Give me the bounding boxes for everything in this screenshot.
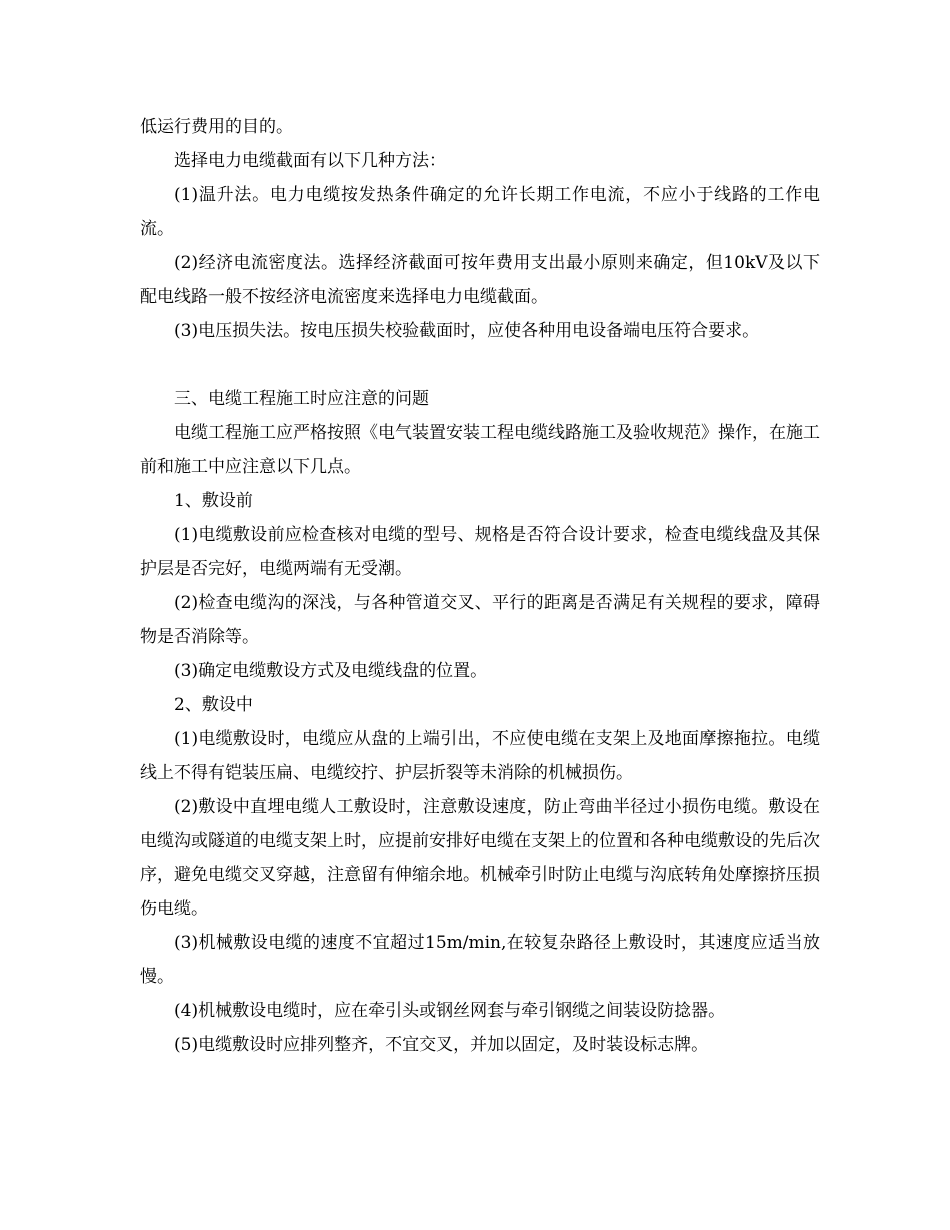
paragraph-method-temperature: (1)温升法。电力电缆按发热条件确定的允许长期工作电流，不应小于线路的工作电流。 xyxy=(140,185,820,239)
paragraph-before-3: (3)确定电缆敷设方式及电缆线盘的位置。 xyxy=(174,661,488,681)
paragraph-construction-intro: 电缆工程施工应严格按照《电气装置安装工程电缆线路施工及验收规范》操作，在施工前和施工中应注意以下几点。 xyxy=(140,423,820,477)
paragraph-during-2: (2)敷设中直埋电缆人工敷设时，注意敷设速度，防止弯曲半径过小损伤电缆。敷设在电缆沟或隧道的电缆支架上时，应提前安排好电缆在支架上的位置和各种电缆敷设的先后次序，避免电缆交叉穿越，注意留有伸缩余地。机械牵引时防止电缆与沟底转角处摩擦挤压损伤电缆。 xyxy=(140,797,820,919)
section-spacer xyxy=(140,348,820,382)
section-heading: 三、电缆工程施工时应注意的问题 xyxy=(174,389,429,409)
paragraph-continuation: 低运行费用的目的。 xyxy=(140,117,293,137)
paragraph-method-economic-density: (2)经济电流密度法。选择经济截面可按年费用支出最小原则来确定，但10kV及以下配电线路一般不按经济电流密度来选择电力电缆截面。 xyxy=(140,253,820,307)
paragraph-method-voltage-loss: (3)电压损失法。按电压损失校验截面时，应使各种用电设备端电压符合要求。 xyxy=(174,321,760,341)
paragraph-during-5: (5)电缆敷设时应排列整齐，不宜交叉，并加以固定，及时装设标志牌。 xyxy=(174,1035,709,1055)
paragraph-during-3: (3)机械敷设电缆的速度不宜超过15m/min,在较复杂路径上敷设时，其速度应适当放慢。 xyxy=(140,933,820,987)
document-body xyxy=(140,110,820,1062)
subheading-during-laying: 2、敷设中 xyxy=(174,695,253,715)
subheading-before-laying: 1、敷设前 xyxy=(174,491,253,511)
paragraph-during-4: (4)机械敷设电缆时，应在牵引头或钢丝网套与牵引钢缆之间装设防捻器。 xyxy=(174,1001,726,1021)
paragraph-methods-intro: 选择电力电缆截面有以下几种方法： xyxy=(174,151,446,171)
paragraph-before-1: (1)电缆敷设前应检查核对电缆的型号、规格是否符合设计要求，检查电缆线盘及其保护层是否完好，电缆两端有无受潮。 xyxy=(140,525,820,579)
paragraph-during-1: (1)电缆敷设时，电缆应从盘的上端引出，不应使电缆在支架上及地面摩擦拖拉。电缆线上不得有铠装压扁、电缆绞拧、护层折裂等未消除的机械损伤。 xyxy=(140,729,820,783)
paragraph-before-2: (2)检查电缆沟的深浅，与各种管道交叉、平行的距离是否满足有关规程的要求，障碍物是否消除等。 xyxy=(140,593,820,647)
